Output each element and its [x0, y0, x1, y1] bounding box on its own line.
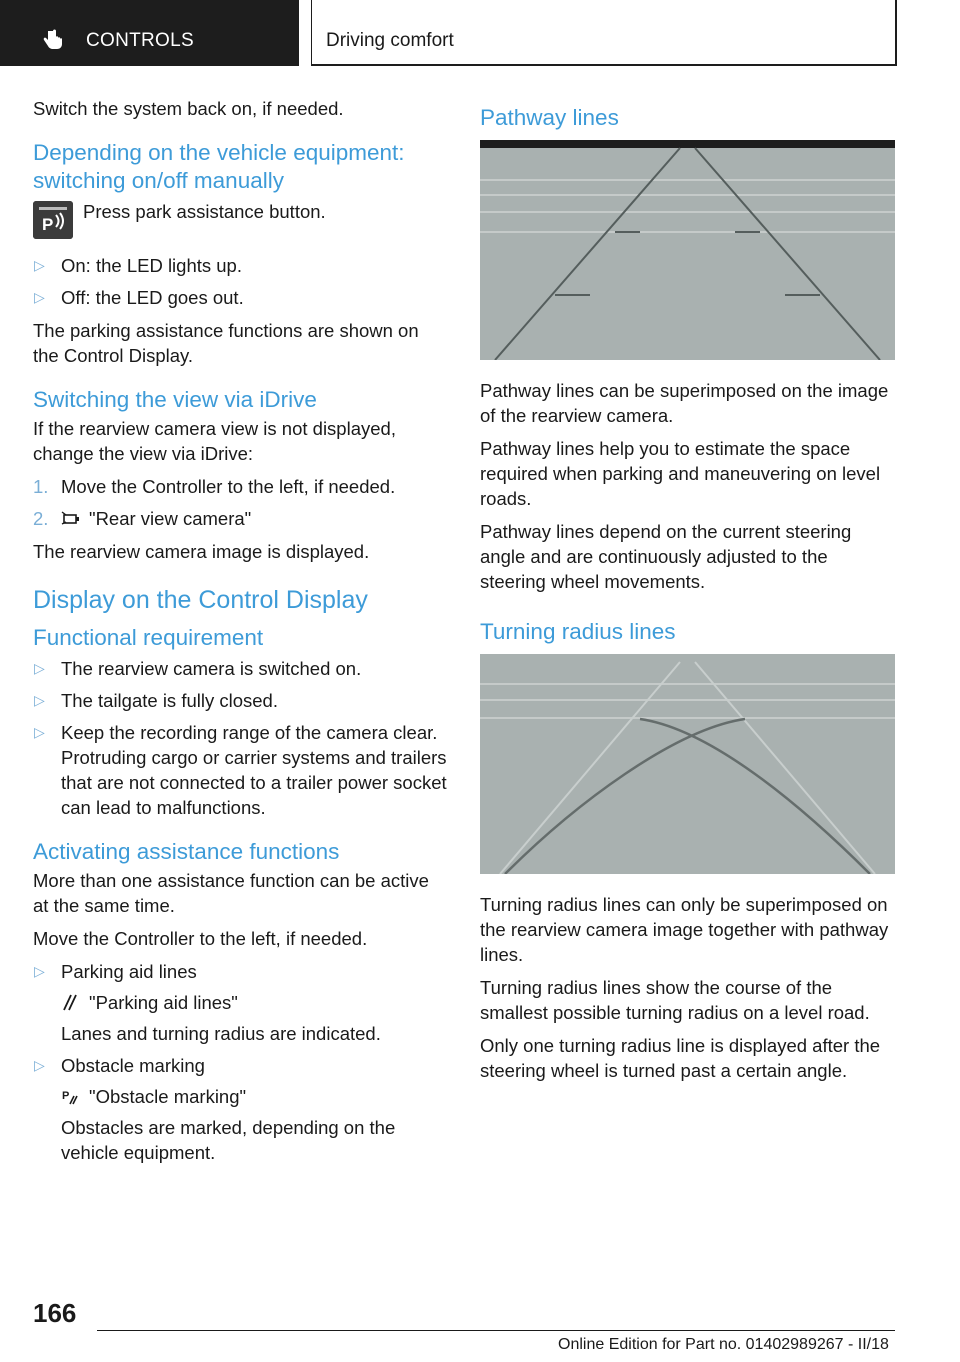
idrive-heading: Switching the view via iDrive — [33, 387, 317, 412]
rear-view-camera-icon — [61, 509, 81, 527]
svg-text:P: P — [62, 1090, 70, 1102]
triangle-bullet-icon: ▷ — [34, 963, 45, 979]
triangle-bullet-icon: ▷ — [34, 660, 45, 676]
section-label: Driving comfort — [326, 30, 454, 51]
triangle-bullet-icon: ▷ — [34, 289, 45, 305]
list-item: ▷ On: the LED lights up. — [34, 255, 242, 276]
press-button-row — [33, 199, 448, 245]
chapter-tab — [0, 0, 299, 66]
footer-divider — [97, 1330, 895, 1331]
requirements-list — [33, 656, 448, 820]
section-tab — [311, 0, 897, 66]
hand-pointer-icon — [42, 29, 64, 51]
led-list — [33, 253, 448, 310]
pathway-text-3: Pathway lines depend on the current steering angle and are continuously adjusted to the steering wheel movements. — [480, 521, 852, 592]
list-item: ▷ The tailgate is fully closed. — [34, 690, 278, 711]
edition-text: Online Edition for Part no. 01402989267 - II/18 — [558, 1336, 889, 1353]
list-item: ▷ The rearview camera is switched on. — [34, 658, 362, 679]
intro-text: Switch the system back on, if needed. — [33, 98, 344, 119]
turning-heading: Turning radius lines — [480, 619, 676, 644]
turning-text-1: Turning radius lines can only be superimposed on the rearview camera image together with pathway lines. — [480, 894, 889, 965]
press-text: Press park assistance button. — [83, 201, 326, 222]
list-item: 2. "Rear view camera" — [33, 508, 252, 529]
display-heading: Display on the Control Display — [33, 586, 368, 614]
list-item: 1. Move the Controller to the left, if needed. — [33, 476, 396, 497]
functional-heading: Functional requirement — [33, 625, 264, 650]
pathway-text-1: Pathway lines can be superimposed on the image of the rearview camera. — [480, 380, 889, 426]
triangle-bullet-icon: ▷ — [34, 1057, 45, 1073]
list-item: ▷ Off: the LED goes out. — [34, 287, 244, 308]
chapter-label: CONTROLS — [86, 30, 194, 51]
list-item: ▷ Obstacle marking P "Obstacle marking" Obstacles are marked, depending on the vehicle equipment. — [34, 1055, 396, 1163]
activating-heading: Activating assistance functions — [33, 839, 340, 864]
triangle-bullet-icon: ▷ — [34, 724, 45, 740]
turning-text-3: Only one turning radius line is displayed after the steering wheel is turned past a certain angle. — [480, 1035, 881, 1081]
page-header — [0, 0, 960, 66]
pathway-heading: Pathway lines — [480, 105, 619, 130]
right-column — [480, 96, 895, 1091]
idrive-text: If the rearview camera view is not displayed, change the view via iDrive: — [33, 418, 396, 464]
list-item: ▷ Keep the recording range of the camera clear. Protruding cargo or carrier systems and trailers that are not connected to a trailer power socket can lead to malfunctions. — [34, 722, 447, 818]
control-display-text: The parking assistance functions are shown on the Control Display. — [33, 320, 419, 366]
pathway-lines-image — [480, 140, 895, 360]
steps-result: The rearview camera image is displayed. — [33, 541, 370, 562]
svg-text:P: P — [42, 215, 54, 234]
pathway-text-2: Pathway lines help you to estimate the space required when parking and maneuvering on level roads. — [480, 438, 881, 509]
left-column — [33, 96, 448, 1173]
page-number: 166 — [33, 1298, 77, 1328]
turning-radius-lines-image — [480, 654, 895, 874]
activating-text-1: More than one assistance function can be active at the same time. — [33, 870, 429, 916]
list-item: ▷ Parking aid lines "Parking aid lines" Lanes and turning radius are indicated. — [34, 961, 381, 1044]
manual-heading: Depending on the vehicle equipment: switching on/off manually — [33, 140, 405, 193]
triangle-bullet-icon: ▷ — [34, 692, 45, 708]
parking-aid-lines-icon — [61, 993, 81, 1011]
obstacle-marking-icon — [61, 1087, 81, 1105]
turning-text-2: Turning radius lines show the course of the smallest possible turning radius on a level road. — [480, 977, 870, 1023]
steps-list — [33, 474, 448, 531]
functions-list — [33, 959, 448, 1165]
triangle-bullet-icon: ▷ — [34, 257, 45, 273]
activating-text-2: Move the Controller to the left, if needed. — [33, 928, 368, 949]
park-assist-button-icon — [33, 201, 73, 239]
